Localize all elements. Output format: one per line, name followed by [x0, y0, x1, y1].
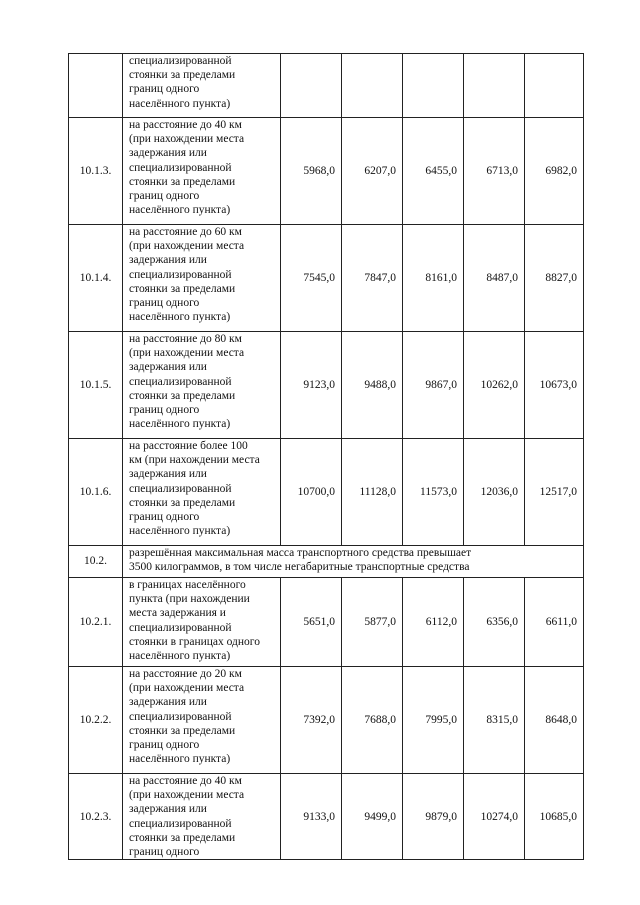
description-line: на расстояние до 40 км: [129, 775, 242, 787]
description-line: км (при нахождении места: [129, 454, 260, 467]
service-description: [123, 54, 281, 118]
table-row: [69, 546, 584, 578]
price-cell: 6611,0: [525, 578, 584, 667]
price-cell: 8648,0: [525, 667, 584, 774]
price-cell: 9123,0: [281, 332, 342, 439]
description-line: границ одного: [129, 297, 200, 310]
description-line: специализированной: [129, 482, 232, 495]
table-body: [69, 54, 584, 860]
price-cell: 5651,0: [281, 578, 342, 667]
price-cell: 6455,0: [403, 118, 464, 225]
description-line: специализированной: [129, 375, 232, 388]
price-cell: 6356,0: [464, 578, 525, 667]
price-cell: 7847,0: [342, 225, 403, 332]
description-line: специализированной: [129, 161, 232, 174]
description-line: специализированной: [129, 55, 232, 67]
price-cell: [525, 54, 584, 118]
row-number: 10.2.: [69, 546, 123, 578]
service-description: [123, 578, 281, 667]
description-line: границ одного: [129, 190, 200, 203]
price-cell: 10274,0: [464, 774, 525, 860]
price-cell: 7545,0: [281, 225, 342, 332]
row-number: 10.1.5.: [69, 332, 123, 439]
row-number: 10.2.3.: [69, 774, 123, 860]
description-line: стоянки за пределами: [129, 282, 236, 295]
description-line: специализированной: [129, 621, 232, 634]
price-cell: 6713,0: [464, 118, 525, 225]
description-line: (при нахождении места: [129, 347, 245, 360]
table-row: [69, 118, 584, 225]
table-row: [69, 774, 584, 860]
table-row: [69, 439, 584, 546]
description-line: на расстояние до 80 км: [129, 333, 242, 345]
row-number: [69, 54, 123, 118]
description-line: задержания или: [129, 696, 207, 709]
description-line: границ одного: [129, 739, 200, 752]
price-cell: 8315,0: [464, 667, 525, 774]
price-cell: 8827,0: [525, 225, 584, 332]
description-line: стоянки за пределами: [129, 724, 236, 737]
price-cell: [281, 54, 342, 118]
description-line: на расстояние до 40 км: [129, 119, 242, 131]
description-line: населённого пункта): [129, 753, 231, 766]
price-cell: 11128,0: [342, 439, 403, 546]
service-description: [123, 118, 281, 225]
description-line: стоянки за пределами: [129, 389, 236, 402]
description-line: на расстояние до 60 км: [129, 226, 242, 238]
description-line: стоянки за пределами: [129, 496, 236, 509]
description-line: задержания или: [129, 361, 207, 374]
table-row: [69, 332, 584, 439]
description-line: (при нахождении места: [129, 240, 245, 253]
section-description: [123, 546, 584, 578]
price-cell: 5968,0: [281, 118, 342, 225]
price-cell: 10262,0: [464, 332, 525, 439]
description-line: в границах населённого: [129, 579, 246, 591]
row-number: 10.2.2.: [69, 667, 123, 774]
description-line: стоянки за пределами: [129, 831, 236, 844]
service-description: [123, 667, 281, 774]
price-cell: 6982,0: [525, 118, 584, 225]
description-line: населённого пункта): [129, 418, 231, 431]
description-line: на расстояние более 100: [129, 440, 248, 452]
description-line: границ одного: [129, 404, 200, 417]
description-line: населённого пункта): [129, 97, 231, 110]
row-number: 10.1.3.: [69, 118, 123, 225]
description-line: (при нахождении места: [129, 133, 245, 146]
price-cell: 10685,0: [525, 774, 584, 860]
description-line: населённого пункта): [129, 204, 231, 217]
price-cell: 9867,0: [403, 332, 464, 439]
row-number: 10.1.6.: [69, 439, 123, 546]
description-line: задержания или: [129, 147, 207, 160]
description-line: населённого пункта): [129, 525, 231, 538]
description-line: границ одного: [129, 846, 200, 859]
price-cell: 7392,0: [281, 667, 342, 774]
description-line: задержания или: [129, 254, 207, 267]
service-description: [123, 225, 281, 332]
price-cell: 10700,0: [281, 439, 342, 546]
price-cell: [464, 54, 525, 118]
price-cell: 10673,0: [525, 332, 584, 439]
description-line: пункта (при нахождении: [129, 593, 250, 606]
price-cell: 8161,0: [403, 225, 464, 332]
price-cell: [342, 54, 403, 118]
description-line: (при нахождении места: [129, 682, 245, 695]
description-line: 3500 килограммов, в том числе негабаритные транспортные средства: [129, 561, 470, 574]
description-line: стоянки за пределами: [129, 175, 236, 188]
row-number: 10.2.1.: [69, 578, 123, 667]
service-description: [123, 439, 281, 546]
table-row: [69, 54, 584, 118]
price-cell: 7688,0: [342, 667, 403, 774]
description-line: (при нахождении места: [129, 789, 245, 802]
service-description: [123, 332, 281, 439]
description-line: специализированной: [129, 268, 232, 281]
price-cell: 7995,0: [403, 667, 464, 774]
price-cell: 5877,0: [342, 578, 403, 667]
description-line: стоянки в границах одного: [129, 635, 260, 648]
table-row: [69, 578, 584, 667]
price-cell: 6112,0: [403, 578, 464, 667]
description-line: разрешённая максимальная масса транспортного средства превышает: [129, 547, 472, 559]
price-cell: 12517,0: [525, 439, 584, 546]
service-description: [123, 774, 281, 860]
description-line: специализированной: [129, 710, 232, 723]
description-line: места задержания и: [129, 607, 226, 620]
price-cell: 12036,0: [464, 439, 525, 546]
price-cell: 9879,0: [403, 774, 464, 860]
price-cell: 6207,0: [342, 118, 403, 225]
table-row: [69, 225, 584, 332]
row-number: 10.1.4.: [69, 225, 123, 332]
description-line: населённого пункта): [129, 311, 231, 324]
description-line: задержания или: [129, 468, 207, 481]
description-line: задержания или: [129, 803, 207, 816]
price-cell: 9488,0: [342, 332, 403, 439]
description-line: границ одного: [129, 511, 200, 524]
description-line: стоянки за пределами: [129, 69, 236, 82]
description-line: специализированной: [129, 817, 232, 830]
price-cell: [403, 54, 464, 118]
description-line: на расстояние до 20 км: [129, 668, 242, 680]
price-cell: 11573,0: [403, 439, 464, 546]
price-cell: 9133,0: [281, 774, 342, 860]
price-cell: 9499,0: [342, 774, 403, 860]
description-line: границ одного: [129, 83, 200, 96]
tariff-table: [68, 53, 584, 860]
description-line: населённого пункта): [129, 650, 231, 663]
table-row: [69, 667, 584, 774]
price-cell: 8487,0: [464, 225, 525, 332]
